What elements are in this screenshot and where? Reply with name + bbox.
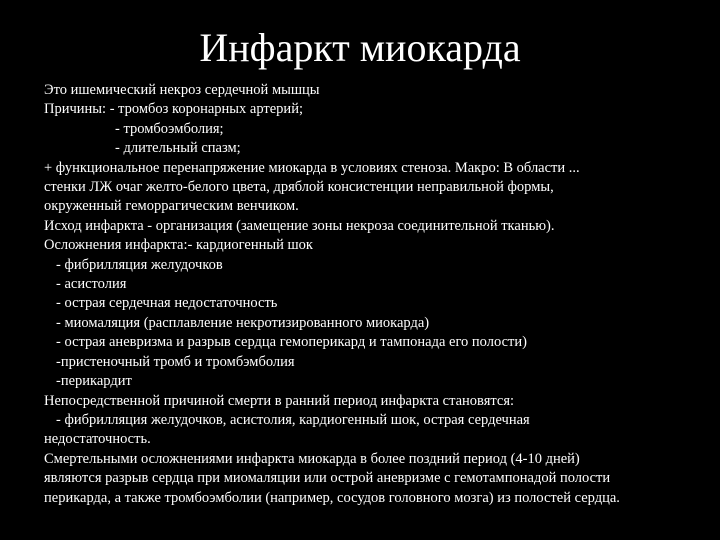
body-line: - длительный спазм; xyxy=(115,140,241,157)
body-line: являются разрыв сердца при миомаляции или острой аневризме с гемотампонадой полости xyxy=(44,470,611,487)
body-line: недостаточность. xyxy=(44,431,151,448)
body-line: - фибрилляция желудочков, асистолия, кардиогенный шок, острая сердечная xyxy=(56,411,530,428)
body-line: - тромбоэмболия; xyxy=(115,120,224,137)
body-line: Смертельными осложнениями инфаркта миокарда в более поздний период (4-10 дней) xyxy=(44,450,580,467)
body-line: перикарда, а также тромбоэмболии (например, сосудов головного мозга) из полостей сердца. xyxy=(44,489,620,506)
body-line: Это ишемический некроз сердечной мышцы xyxy=(44,82,320,98)
body-line: окруженный геморрагическим венчиком. xyxy=(44,198,299,215)
body-line: Осложнения инфаркта:- кардиогенный шок xyxy=(44,237,313,254)
body-line: - фибрилляция желудочков xyxy=(56,256,223,273)
body-line: - асистолия xyxy=(56,276,127,293)
body-line: Непосредственной причиной смерти в ранний период инфаркта становятся: xyxy=(44,392,515,409)
body-line: -пристеночный тромб и тромбэмболия xyxy=(56,353,295,370)
body-line: - миомаляция (расплавление некротизированного миокарда) xyxy=(56,314,430,331)
body-line: Причины: - тромбоз коронарных артерий; xyxy=(44,101,303,118)
body-line: Исход инфаркта - организация (замещение зоны некроза соединительной тканью). xyxy=(44,217,555,234)
body-line: - острая сердечная недостаточность xyxy=(56,295,278,312)
slide-body xyxy=(44,81,704,508)
body-line: + функциональное перенапряжение миокарда в условиях стеноза. Макро: В области ... xyxy=(44,159,580,176)
slide-title: Инфаркт миокарда xyxy=(199,25,521,70)
body-line: -перикардит xyxy=(56,373,132,390)
body-line: - острая аневризма и разрыв сердца гемоперикард и тампонада его полости) xyxy=(56,334,527,351)
body-line: стенки ЛЖ очаг желто-белого цвета, дряблой консистенции неправильной формы, xyxy=(44,179,554,196)
